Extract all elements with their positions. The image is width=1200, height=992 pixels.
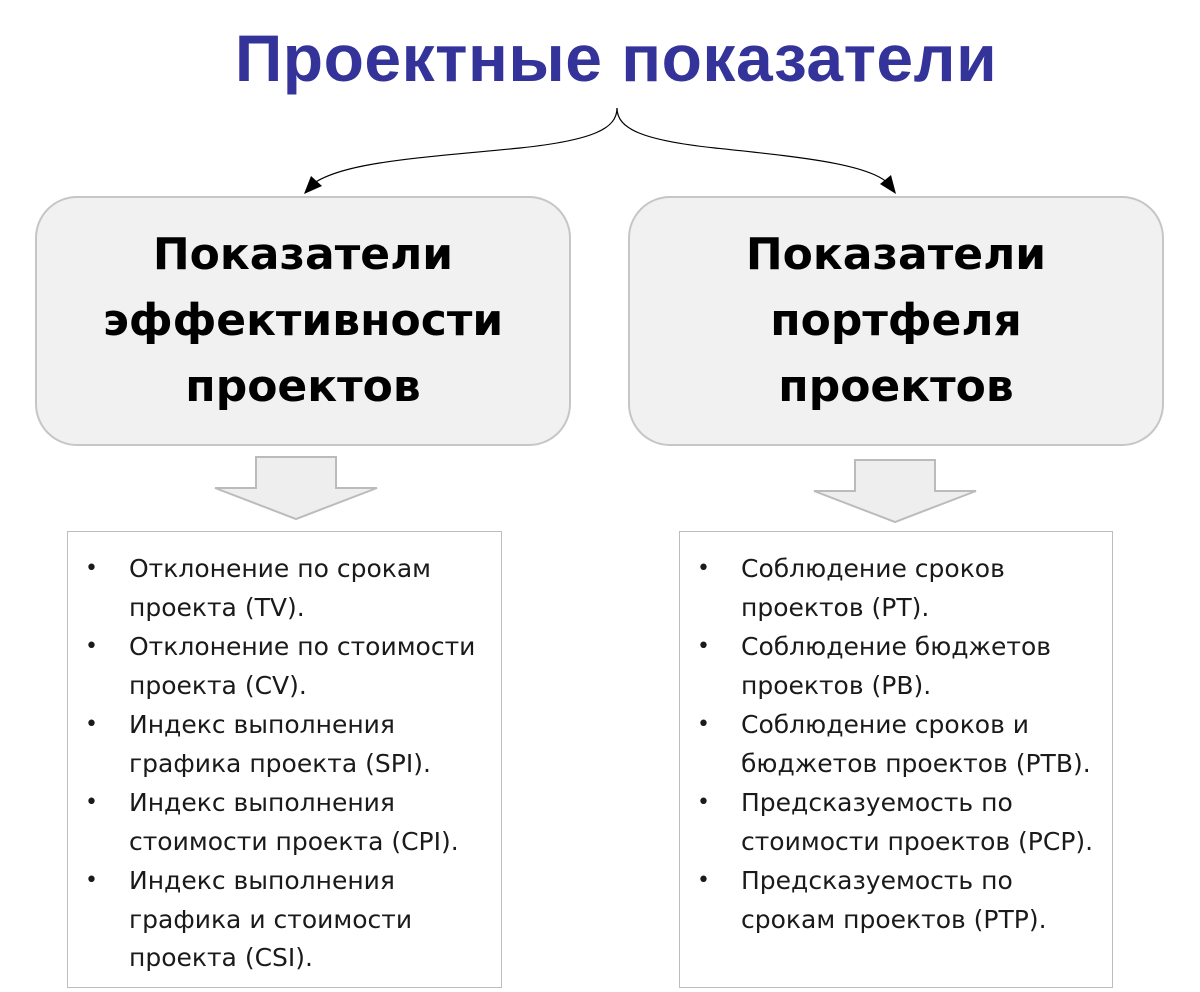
list-item <box>68 784 501 861</box>
list-item <box>680 706 1112 783</box>
metrics-list-box-portfolio <box>679 531 1113 988</box>
bullet-icon: • <box>697 712 710 737</box>
list-item-text: Индекс выполнения графика и стоимости проекта (CSI). <box>129 866 413 972</box>
list-item-text: Отклонение по срокам проекта (TV). <box>129 554 432 622</box>
list-item-text: Предсказуемость по стоимости проектов (PCP). <box>741 788 1094 856</box>
list-item-text: Соблюдение бюджетов проектов (PB). <box>741 632 1052 700</box>
list-item <box>68 550 501 627</box>
list-item <box>68 628 501 705</box>
brace-connector-right <box>617 108 894 190</box>
block-arrow-down-right <box>814 460 976 522</box>
category-box-portfolio <box>628 196 1164 446</box>
metrics-list-box-efficiency <box>67 531 502 988</box>
list-item <box>680 628 1112 705</box>
bullet-icon: • <box>85 790 98 815</box>
bullet-icon: • <box>85 868 98 893</box>
list-item-text: Предсказуемость по срокам проектов (PTP). <box>741 866 1047 934</box>
category-title: Показатели портфеля проектов <box>745 229 1047 412</box>
list-item <box>68 862 501 978</box>
bullet-icon: • <box>697 556 710 581</box>
connector-arrowhead-right <box>880 175 896 194</box>
category-box-project-efficiency <box>35 196 571 446</box>
bullet-icon: • <box>85 712 98 737</box>
list-item-text: Соблюдение сроков и бюджетов проектов (PTB). <box>741 710 1091 778</box>
category-title: Показатели эффективности проектов <box>102 229 504 412</box>
list-item-text: Отклонение по стоимости проекта (CV). <box>129 632 476 700</box>
bullet-icon: • <box>697 790 710 815</box>
block-arrow-down-left <box>215 457 377 519</box>
list-item-text: Соблюдение сроков проектов (PT). <box>741 554 1005 622</box>
list-item-text: Индекс выполнения стоимости проекта (CPI). <box>129 788 459 856</box>
list-item-text: Индекс выполнения графика проекта (SPI). <box>129 710 431 778</box>
bullet-icon: • <box>85 556 98 581</box>
bullet-icon: • <box>697 634 710 659</box>
metrics-list <box>680 532 1112 939</box>
list-item <box>680 550 1112 627</box>
diagram-title: Проектные показатели <box>234 21 998 95</box>
metrics-list <box>68 532 501 978</box>
list-item <box>680 862 1112 939</box>
bullet-icon: • <box>85 634 98 659</box>
list-item <box>680 784 1112 861</box>
connector-arrowhead-left <box>304 176 322 194</box>
bullet-icon: • <box>697 868 710 893</box>
list-item <box>68 706 501 783</box>
brace-connector-left <box>306 108 617 190</box>
